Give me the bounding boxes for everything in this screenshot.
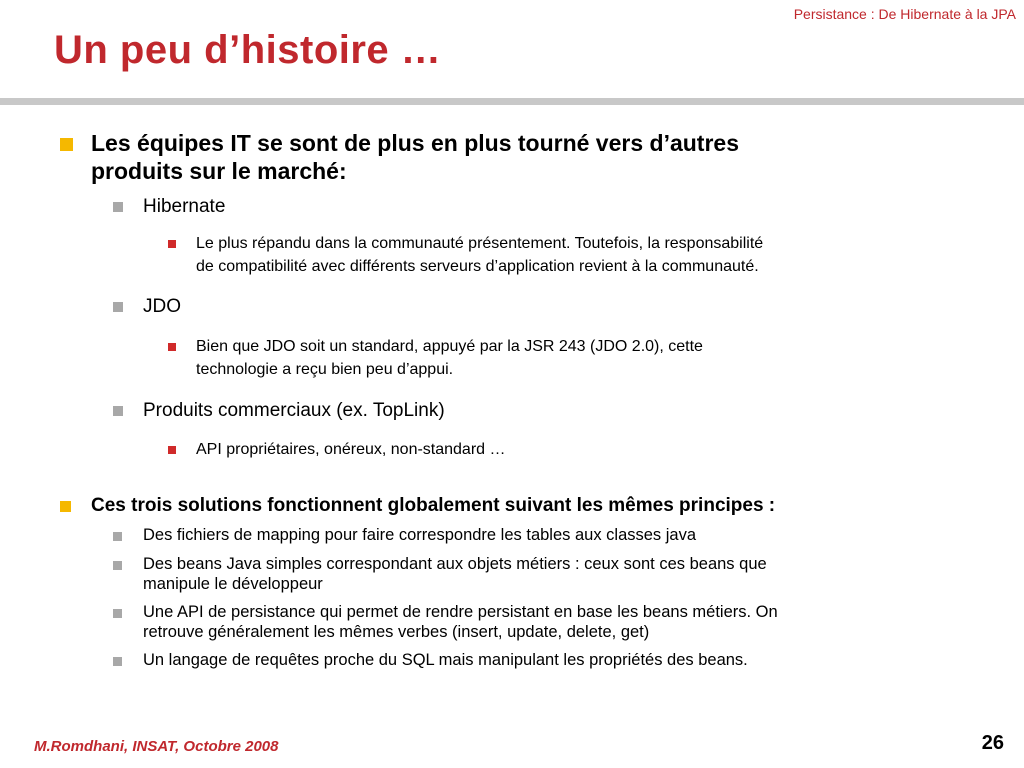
principle-item: retrouve généralement les mêmes verbes (insert, update, delete, get) <box>143 623 650 641</box>
list-item-detail: Le plus répandu dans la communauté présentement. Toutefois, la responsabilité <box>196 235 764 252</box>
bullet-square-icon <box>113 532 122 541</box>
bullet-square-icon <box>113 609 122 618</box>
header-caption: Persistance : De Hibernate à la JPA <box>793 6 1016 22</box>
slide-title: Un peu d’histoire … <box>54 28 442 72</box>
list-item-detail: de compatibilité avec différents serveurs d’application revient à la communauté. <box>196 258 759 275</box>
bullet-square-icon <box>113 561 122 570</box>
section1-heading-line1: Les équipes IT se sont de plus en plus tourné vers d’autres <box>91 130 739 156</box>
bullet-square-icon <box>168 446 176 454</box>
bullet-square-icon <box>113 406 123 416</box>
bullet-square-icon <box>60 501 71 512</box>
page-number: 26 <box>981 732 1004 754</box>
list-item-hibernate: Hibernate <box>143 196 226 217</box>
title-divider <box>0 98 1024 105</box>
principle-item: Un langage de requêtes proche du SQL mais manipulant les propriétés des beans. <box>143 651 748 669</box>
principle-item: manipule le développeur <box>143 575 323 593</box>
list-item-jdo: JDO <box>143 296 181 317</box>
list-item-commercial: Produits commerciaux (ex. TopLink) <box>143 400 445 421</box>
principle-item: Des beans Java simples correspondant aux objets métiers : ceux sont ces beans que <box>143 555 767 573</box>
bullet-square-icon <box>168 343 176 351</box>
principle-item: Des fichiers de mapping pour faire correspondre les tables aux classes java <box>143 526 697 544</box>
footer-author: M.Romdhani, INSAT, Octobre 2008 <box>34 738 279 755</box>
list-item-detail: Bien que JDO soit un standard, appuyé par la JSR 243 (JDO 2.0), cette <box>196 338 703 355</box>
principle-item: Une API de persistance qui permet de rendre persistant en base les beans métiers. On <box>143 603 778 621</box>
section1-heading-line2: produits sur le marché: <box>91 158 347 184</box>
bullet-square-icon <box>113 302 123 312</box>
list-item-detail: technologie a reçu bien peu d’appui. <box>196 361 454 378</box>
bullet-square-icon <box>168 240 176 248</box>
section2-heading: Ces trois solutions fonctionnent globalement suivant les mêmes principes : <box>91 495 776 516</box>
list-item-detail: API propriétaires, onéreux, non-standard … <box>196 441 506 458</box>
bullet-square-icon <box>60 138 73 151</box>
bullet-square-icon <box>113 657 122 666</box>
bullet-square-icon <box>113 202 123 212</box>
